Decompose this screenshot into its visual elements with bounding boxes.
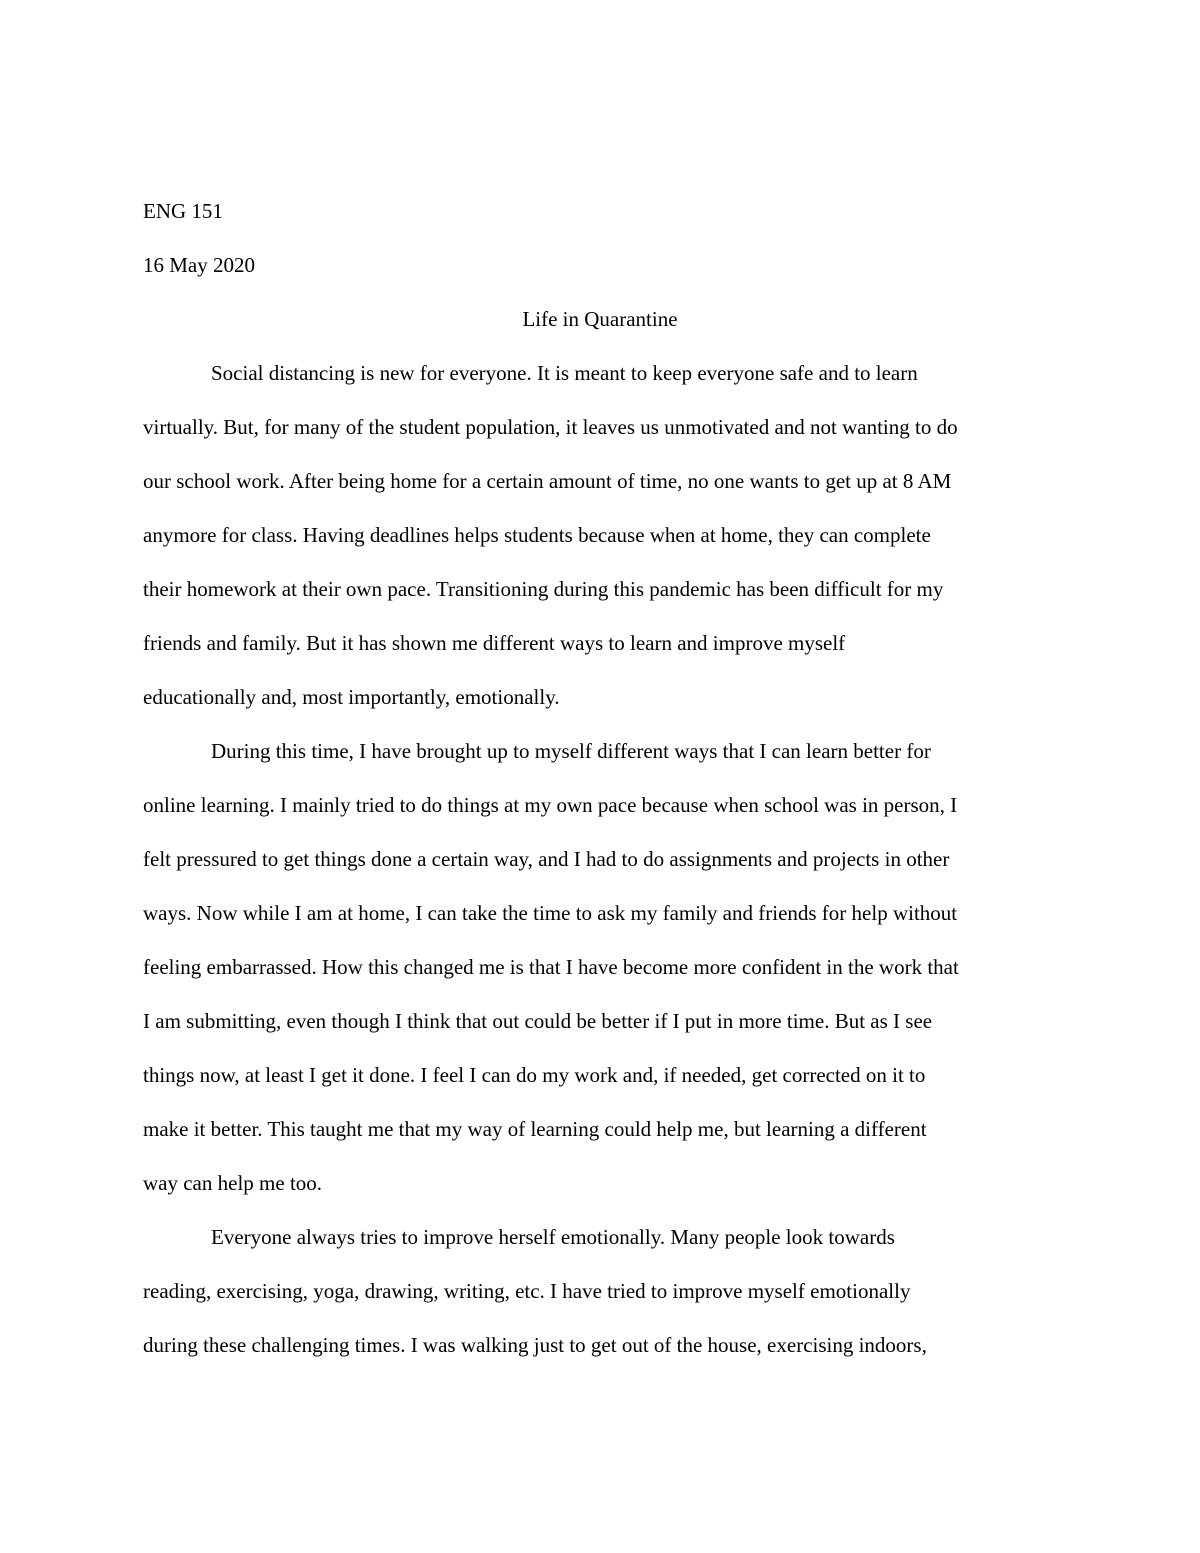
paragraph-line: online learning. I mainly tried to do things at my own pace because when school was in person, I xyxy=(143,793,958,817)
paragraph-line: way can help me too. xyxy=(143,1171,323,1195)
paragraph-line: anymore for class. Having deadlines helps students because when at home, they can complete xyxy=(143,523,931,547)
essay-title: Life in Quarantine xyxy=(522,307,678,331)
paragraph-line: make it better. This taught me that my way of learning could help me, but learning a different xyxy=(143,1117,927,1141)
paragraph-line: Everyone always tries to improve herself emotionally. Many people look towards xyxy=(211,1225,895,1249)
paragraph-line: educationally and, most importantly, emotionally. xyxy=(143,685,560,709)
paragraph-line: friends and family. But it has shown me different ways to learn and improve myself xyxy=(143,631,846,655)
paragraph-line: I am submitting, even though I think that out could be better if I put in more time. But as I see xyxy=(143,1009,933,1033)
paragraph-line: reading, exercising, yoga, drawing, writing, etc. I have tried to improve myself emotionally xyxy=(143,1279,911,1303)
date-label: 16 May 2020 xyxy=(143,253,255,277)
paragraph-line: virtually. But, for many of the student population, it leaves us unmotivated and not wanting to do xyxy=(143,415,958,439)
paragraph-line: during these challenging times. I was walking just to get out of the house, exercising indoors, xyxy=(143,1333,927,1357)
paragraph-line: our school work. After being home for a certain amount of time, no one wants to get up at 8 AM xyxy=(143,469,952,493)
paragraph-line: feeling embarrassed. How this changed me is that I have become more confident in the work that xyxy=(143,955,959,979)
paragraph-line: During this time, I have brought up to myself different ways that I can learn better for xyxy=(211,739,931,763)
course-label: ENG 151 xyxy=(143,199,223,223)
paragraph-line: felt pressured to get things done a certain way, and I had to do assignments and projects in other xyxy=(143,847,950,871)
paragraph-line: ways. Now while I am at home, I can take the time to ask my family and friends for help without xyxy=(143,901,958,925)
paragraph-line: their homework at their own pace. Transitioning during this pandemic has been difficult for my xyxy=(143,577,944,601)
paragraph-line: Social distancing is new for everyone. It is meant to keep everyone safe and to learn xyxy=(211,361,918,385)
paragraph-line: things now, at least I get it done. I feel I can do my work and, if needed, get corrected on it to xyxy=(143,1063,926,1087)
